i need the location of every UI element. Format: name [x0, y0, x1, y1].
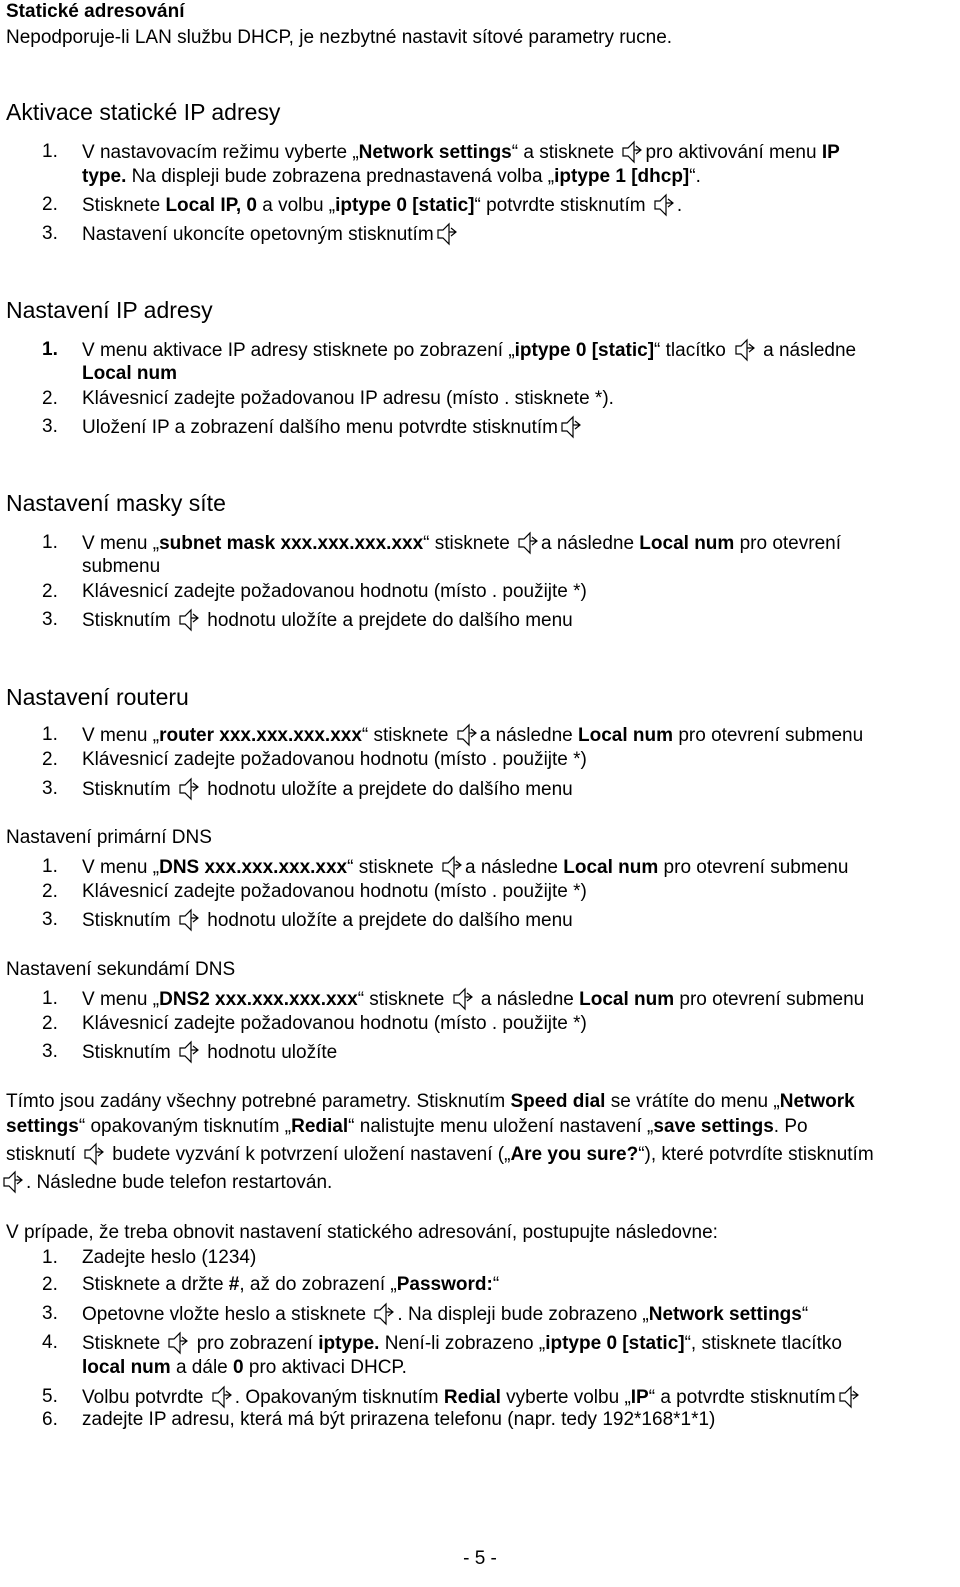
phone-handset-arrow-icon — [167, 1331, 189, 1355]
step-number: 2. — [42, 1274, 58, 1295]
static-intro: Nepodporuje-li LAN službu DHCP, je nezbytné nastavit sítové parametry rucne. — [6, 27, 673, 48]
summary-line-1: Tímto jsou zadány všechny potrebné parametry. Stisknutím Speed dial se vrátíte do menu „Network — [6, 1091, 855, 1112]
phone-handset-arrow-icon — [456, 723, 478, 747]
phone-handset-arrow-icon — [2, 1170, 24, 1194]
summary-line-3: stisknutí budete vyzvání k potvrzení uložení nastavení („Are you sure?“), které potvrdíte stisknutím — [6, 1144, 874, 1165]
page-number: - 5 - — [463, 1548, 497, 1569]
step-number: 3. — [42, 778, 58, 799]
summary-line-2: settings“ opakovaným tisknutím „Redial“ nalistujte menu uložení nastavení „save settings. Po — [6, 1116, 808, 1137]
reset-step-6: zadejte IP adresu, která má být prirazena telefonu (napr. tedy 192*168*1*1) — [82, 1409, 716, 1430]
phone-handset-arrow-icon — [838, 1385, 860, 1409]
step-number: 5. — [42, 1386, 58, 1407]
heading-activation: Aktivace statické IP adresy — [6, 99, 281, 125]
phone-handset-arrow-icon — [734, 338, 756, 362]
step-number: 3. — [42, 1041, 58, 1062]
router-step-1: V menu „router xxx.xxx.xxx.xxx“ stisknete a následne Local num pro otevrení submenu — [82, 725, 864, 746]
phone-handset-arrow-icon — [83, 1142, 105, 1166]
step-number: 1. — [42, 532, 58, 553]
heading-ip: Nastavení IP adresy — [6, 297, 213, 323]
step-number: 4. — [42, 1332, 58, 1353]
phone-handset-arrow-icon — [178, 608, 200, 632]
ip-step-3: Uložení IP a zobrazení dalšího menu potvrdte stisknutím — [82, 415, 584, 439]
step-number: 3. — [42, 909, 58, 930]
step-number: 1. — [42, 724, 58, 745]
phone-handset-arrow-icon — [436, 222, 458, 246]
step-number: 3. — [42, 1303, 58, 1324]
ip-step-1-line-2: Local num — [82, 363, 178, 384]
mask-step-3: Stisknutím hodnotu uložíte a prejdete do dalšího menu — [82, 610, 573, 631]
step-number: 1. — [42, 141, 58, 162]
section-title-static: Statické adresování — [6, 1, 185, 22]
phone-handset-arrow-icon — [653, 193, 675, 217]
router-step-3: Stisknutím hodnotu uložíte a prejdete do dalšího menu — [82, 779, 573, 800]
phone-handset-arrow-icon — [621, 140, 643, 164]
phone-handset-arrow-icon — [441, 855, 463, 879]
mask-step-1-line-1: V menu „subnet mask xxx.xxx.xxx.xxx“ stisknete a následne Local num pro otevrení — [82, 533, 841, 554]
router-step-2: Klávesnicí zadejte požadovanou hodnotu (místo . použijte *) — [82, 749, 587, 770]
phone-handset-arrow-icon — [178, 777, 200, 801]
mask-step-2: Klávesnicí zadejte požadovanou hodnotu (místo . použijte *) — [82, 581, 587, 602]
dns-secondary-step-3: Stisknutím hodnotu uložíte — [82, 1042, 338, 1063]
step-number: 2. — [42, 749, 58, 770]
reset-step-4-line-1: Stisknete pro zobrazení iptype. Není-li zobrazeno „iptype 0 [static]“, stisknete tlacítko — [82, 1333, 842, 1354]
ip-step-1-line-1: V menu aktivace IP adresy stisknete po zobrazení „iptype 0 [static]“ tlacítko a následne — [82, 340, 857, 361]
phone-handset-arrow-icon — [560, 415, 582, 439]
reset-step-3: Opetovne vložte heslo a stisknete . Na displeji bude zobrazeno „Network settings“ — [82, 1304, 809, 1325]
step-number: 2. — [42, 194, 58, 215]
step-number: 2. — [42, 388, 58, 409]
dns-secondary-step-2: Klávesnicí zadejte požadovanou hodnotu (místo . použijte *) — [82, 1013, 587, 1034]
activation-step-3: Nastavení ukoncíte opetovným stisknutím — [82, 222, 460, 246]
activation-step-1-line-1: V nastavovacím režimu vyberte „Network settings“ a stisknete pro aktivování menu IP — [82, 142, 840, 163]
phone-handset-arrow-icon — [178, 908, 200, 932]
reset-step-5: Volbu potvrdte . Opakovaným tisknutím Redial vyberte volbu „IP“ a potvrdte stisknutím — [82, 1385, 862, 1409]
activation-step-1-line-2: type. Na displeji bude zobrazena prednastavená volba „iptype 1 [dhcp]“. — [82, 166, 701, 187]
phone-handset-arrow-icon — [211, 1385, 233, 1409]
reset-intro: V prípade, že treba obnovit nastavení statického adresování, postupujte následovne: — [6, 1222, 718, 1243]
heading-mask: Nastavení masky síte — [6, 490, 226, 516]
dns-primary-step-2: Klávesnicí zadejte požadovanou hodnotu (místo . použijte *) — [82, 881, 587, 902]
step-number: 3. — [42, 416, 58, 437]
dns-primary-step-1: V menu „DNS xxx.xxx.xxx.xxx“ stisknete a následne Local num pro otevrení submenu — [82, 857, 849, 878]
phone-handset-arrow-icon — [452, 987, 474, 1011]
step-number: 2. — [42, 581, 58, 602]
step-number: 3. — [42, 609, 58, 630]
heading-dns-secondary: Nastavení sekundámí DNS — [6, 959, 236, 980]
step-number: 6. — [42, 1409, 58, 1430]
reset-step-2: Stisknete a držte #, až do zobrazení „Password:“ — [82, 1274, 500, 1295]
reset-step-1: Zadejte heslo (1234) — [82, 1247, 257, 1268]
summary-line-4: . Následne bude telefon restartován. — [0, 1170, 332, 1194]
step-number: 1. — [42, 339, 58, 360]
step-number: 2. — [42, 881, 58, 902]
mask-step-1-line-2: submenu — [82, 556, 161, 577]
step-number: 3. — [42, 223, 58, 244]
heading-router: Nastavení routeru — [6, 684, 189, 710]
ip-step-2: Klávesnicí zadejte požadovanou IP adresu (místo . stisknete *). — [82, 388, 614, 409]
reset-step-4-line-2: local num a dále 0 pro aktivaci DHCP. — [82, 1357, 407, 1378]
dns-secondary-step-1: V menu „DNS2 xxx.xxx.xxx.xxx“ stisknete a následne Local num pro otevrení submenu — [82, 989, 865, 1010]
step-number: 1. — [42, 856, 58, 877]
phone-handset-arrow-icon — [517, 531, 539, 555]
step-number: 1. — [42, 988, 58, 1009]
step-number: 1. — [42, 1247, 58, 1268]
step-number: 2. — [42, 1013, 58, 1034]
heading-dns-primary: Nastavení primární DNS — [6, 827, 212, 848]
dns-primary-step-3: Stisknutím hodnotu uložíte a prejdete do dalšího menu — [82, 910, 573, 931]
phone-handset-arrow-icon — [373, 1302, 395, 1326]
phone-handset-arrow-icon — [178, 1040, 200, 1064]
activation-step-2: Stisknete Local IP, 0 a volbu „iptype 0 [static]“ potvrdte stisknutím . — [82, 195, 683, 216]
